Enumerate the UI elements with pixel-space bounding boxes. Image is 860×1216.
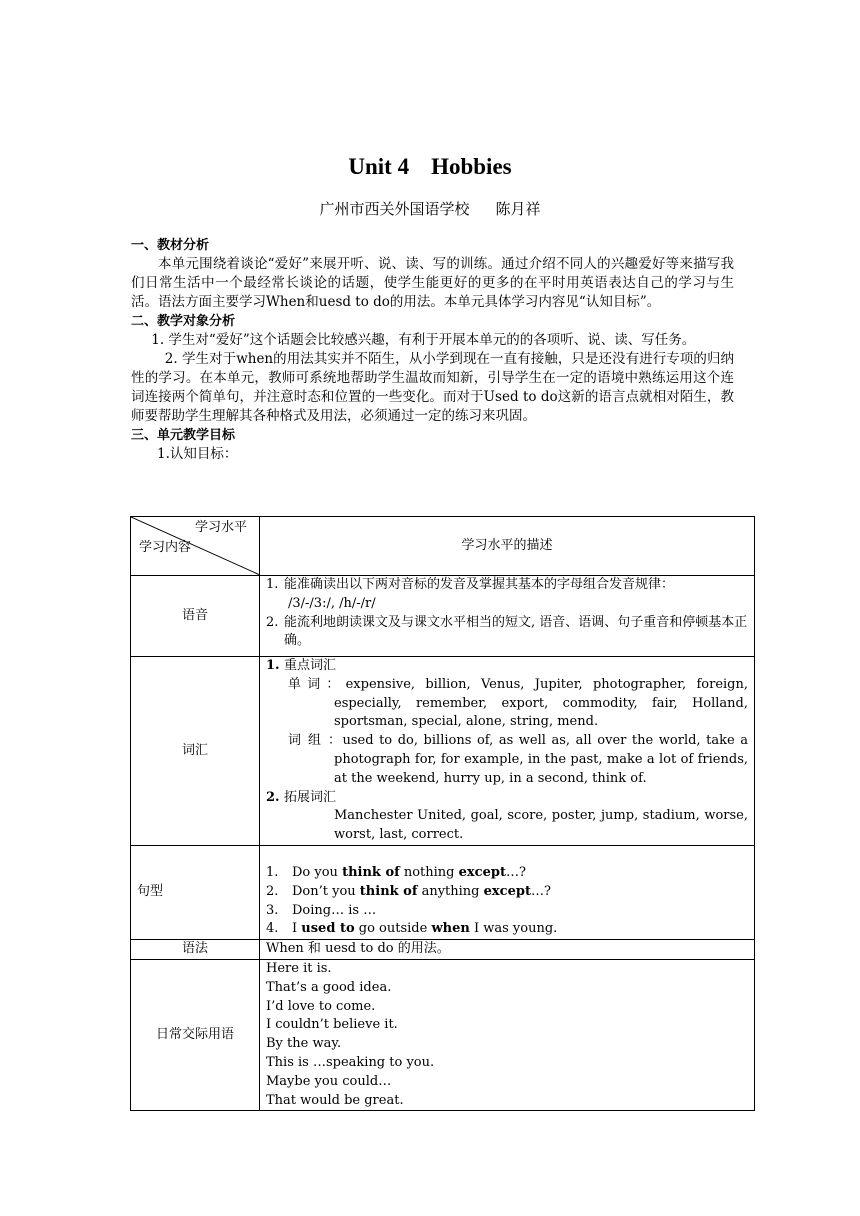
diagonal-header-cell (131, 517, 260, 576)
words-list: expensive, billion, Venus, Jupiter, photographer, foreign, especially, remember, export, commodity, fair, Holland, sportsman, special, alone, string, mend. (334, 676, 748, 730)
key-vocab-title: 重点词汇 (284, 658, 337, 673)
section-heading-1: 一、教材分析 (131, 238, 210, 253)
list-item: 1. 重点词汇 (266, 657, 748, 676)
title-topic: Hobbies (431, 154, 512, 179)
section-3-subheading: 1.认知目标： (157, 446, 238, 462)
sentence-keyword: used to (301, 921, 355, 937)
objectives-table (130, 516, 755, 1111)
expression: I couldn’t believe it. (266, 1017, 398, 1033)
list-item: 2. 拓展词汇 (266, 789, 748, 808)
phonetic-symbols: /3/-/3:/, /h/-/r/ (288, 595, 376, 611)
table-row (131, 576, 755, 657)
phrases-list: used to do, billions of, as well as, all over the world, take a photograph for, for example, in the past, make a lot of friends, at the weekend, hurry up, in a second, think of. (334, 733, 748, 786)
pronunciation-cell (260, 576, 755, 657)
extended-vocab-list: Manchester United, goal, score, poster, jump, stadium, worse, worst, last, correct. (334, 808, 748, 843)
header-content: 学习内容 (139, 540, 192, 555)
list-item: 1. 能准确读出以下两对音标的发音及掌握其基本的字母组合发音规律： (266, 576, 748, 595)
phrases-line (266, 732, 748, 788)
expression: Maybe you could… (266, 1073, 392, 1089)
sentence-keyword: except (458, 864, 506, 880)
row-label-grammar: 语法 (131, 940, 260, 960)
sentence-text: Doing… is … (292, 902, 377, 918)
section-1-text: 本单元围绕着谈论“爱好”来展开听、说、读、写的训练。通过介绍不同人的兴趣爱好等来描写我们日常生活中一个最经常长谈论的话题，使学生能更好的更多的在平时用英语表达自己的学习与生活。语法方面主要学习When和uesd to do的用法。本单元具体学习内容见“认知目标”。 (131, 256, 734, 310)
sentence-text: I was young. (469, 921, 558, 937)
sentence-text: …? (505, 864, 526, 880)
row-label-pronunciation: 语音 (131, 576, 260, 657)
pronunciation-1: 能准确读出以下两对音标的发音及掌握其基本的字母组合发音规律： (284, 577, 675, 592)
sentence-text: Do you (292, 864, 343, 880)
header-description: 学习水平的描述 (260, 517, 755, 576)
expression: That’s a good idea. (266, 979, 392, 995)
sentence-text: I (292, 921, 302, 937)
list-item: 1. Do you think of nothing except…? (266, 864, 526, 880)
list-item: 2. Don’t you think of anything except…? (266, 883, 551, 899)
sentence-keyword: except (483, 883, 531, 899)
expression: I’d love to come. (266, 998, 376, 1014)
words-line (266, 676, 748, 732)
row-label-vocabulary: 词汇 (131, 657, 260, 846)
extended-vocab-title: 拓展词汇 (284, 789, 337, 805)
phrases-label: 词 组 ： (288, 733, 343, 749)
table-header-row (131, 517, 755, 576)
section-heading-2: 二、教学对象分析 (131, 314, 236, 329)
table-row (131, 940, 755, 960)
author-name: 陈月祥 (495, 200, 541, 218)
sentence-keyword: think of (342, 864, 400, 880)
table-row (131, 657, 755, 846)
row-label-daily-expressions: 日常交际用语 (131, 959, 260, 1110)
grammar-cell: When 和 uesd to do 的用法。 (260, 940, 755, 960)
sentence-keyword: when (431, 921, 470, 937)
sentence-text: nothing (399, 864, 459, 880)
header-level: 学习水平 (194, 520, 247, 535)
author-line (0, 198, 860, 219)
section-2-paragraph-2: 2. 学生对于when的用法其实并不陌生，从小学到现在一直有接触，只是还没有进行专项的归纳性的学习。在本单元，教师可系统地帮助学生温故而知新，引导学生在一定的语境中熟练运用这个连词连接两个简单句，并注意时态和位置的一些变化。而对于Used to do这新的语言点就相对陌生，教师要帮助学生理解其各种格式及用法，必须通过一定的练习来巩固。 (131, 351, 734, 424)
sentence-text: …? (530, 883, 551, 899)
row-label-sentences: 句型 (131, 845, 260, 939)
sentence-text: go outside (354, 921, 432, 937)
section-heading-3: 三、单元教学目标 (131, 428, 236, 443)
sentence-text: Don’t you (292, 883, 360, 899)
school-name: 广州市西关外国语学校 (319, 200, 470, 218)
expression: By the way. (266, 1036, 342, 1052)
vocabulary-cell (260, 657, 755, 846)
sentence-text: anything (417, 883, 484, 899)
document-body (131, 236, 734, 464)
list-item: 3. Doing… is … (266, 902, 748, 921)
daily-expressions-cell (260, 959, 755, 1110)
document-title (0, 154, 860, 180)
expression: That would be great. (266, 1092, 404, 1108)
expression: This is …speaking to you. (266, 1054, 435, 1070)
words-label: 单词： (288, 676, 346, 692)
title-unit: Unit 4 (348, 154, 410, 179)
sentence-keyword: think of (359, 883, 418, 899)
table-row (131, 845, 755, 939)
pronunciation-2: 能流利地朗读课文及与课文水平相当的短文, 语音、语调、句子重音和停顿基本正确。 (284, 614, 748, 649)
section-2-paragraph-1: 1. 学生对“爱好”这个话题会比较感兴趣，有利于开展本单元的的各项听、说、读、写任务。 (151, 332, 696, 348)
list-item: 2. 能流利地朗读课文及与课文水平相当的短文, 语音、语调、句子重音和停顿基本正确。 (266, 614, 748, 652)
list-item: 4. I used to go outside when I was young. (266, 921, 558, 937)
table-row (131, 959, 755, 1110)
expression: Here it is. (266, 960, 332, 976)
sentences-cell (260, 845, 755, 939)
